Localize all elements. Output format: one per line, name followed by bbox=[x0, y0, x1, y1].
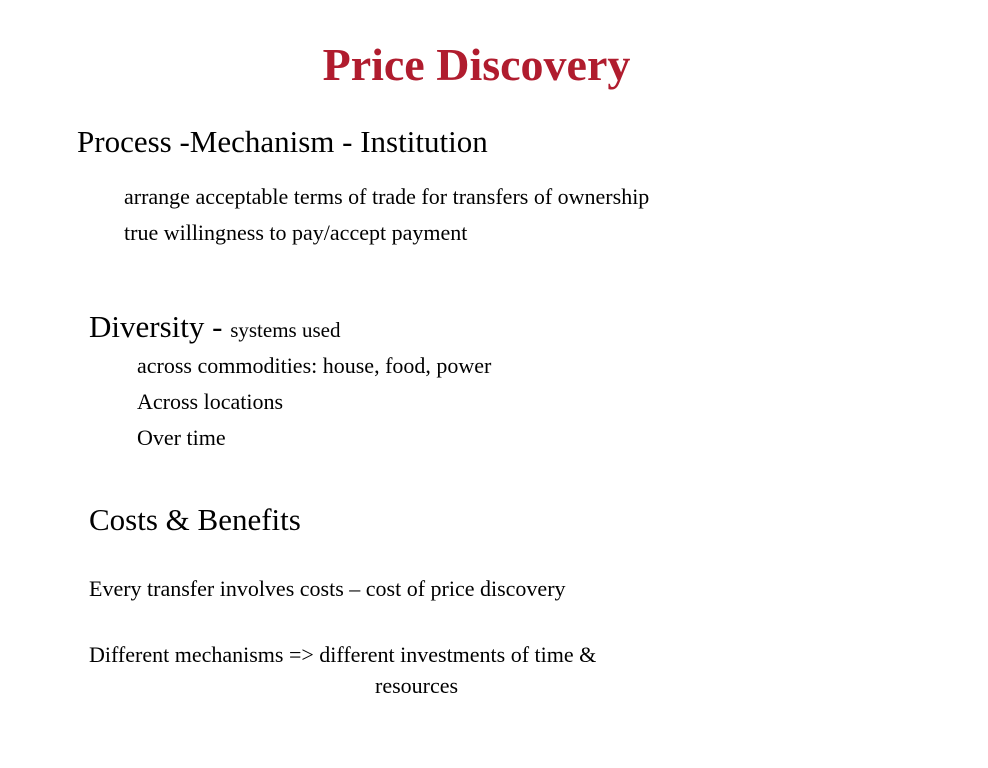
process-bullet-1: arrange acceptable terms of trade for transfers of ownership bbox=[124, 184, 650, 209]
section-heading-costs: Costs & Benefits bbox=[89, 502, 301, 537]
slide-title: Price Discovery bbox=[322, 39, 631, 90]
diversity-heading-suffix: systems used bbox=[230, 318, 341, 342]
diversity-heading-main: Diversity - bbox=[89, 309, 231, 344]
section-heading-process: Process -Mechanism - Institution bbox=[77, 124, 488, 159]
diversity-bullet-3: Over time bbox=[137, 425, 226, 450]
section-heading-diversity bbox=[89, 311, 340, 342]
costs-line-2: Different mechanisms => different investments of time & bbox=[89, 642, 597, 667]
costs-line-1: Every transfer involves costs – cost of price discovery bbox=[89, 576, 566, 601]
diversity-bullet-1: across commodities: house, food, power bbox=[137, 353, 492, 378]
costs-line-3: resources bbox=[375, 673, 459, 698]
process-bullet-2: true willingness to pay/accept payment bbox=[124, 220, 468, 245]
diversity-bullet-2: Across locations bbox=[137, 389, 284, 414]
